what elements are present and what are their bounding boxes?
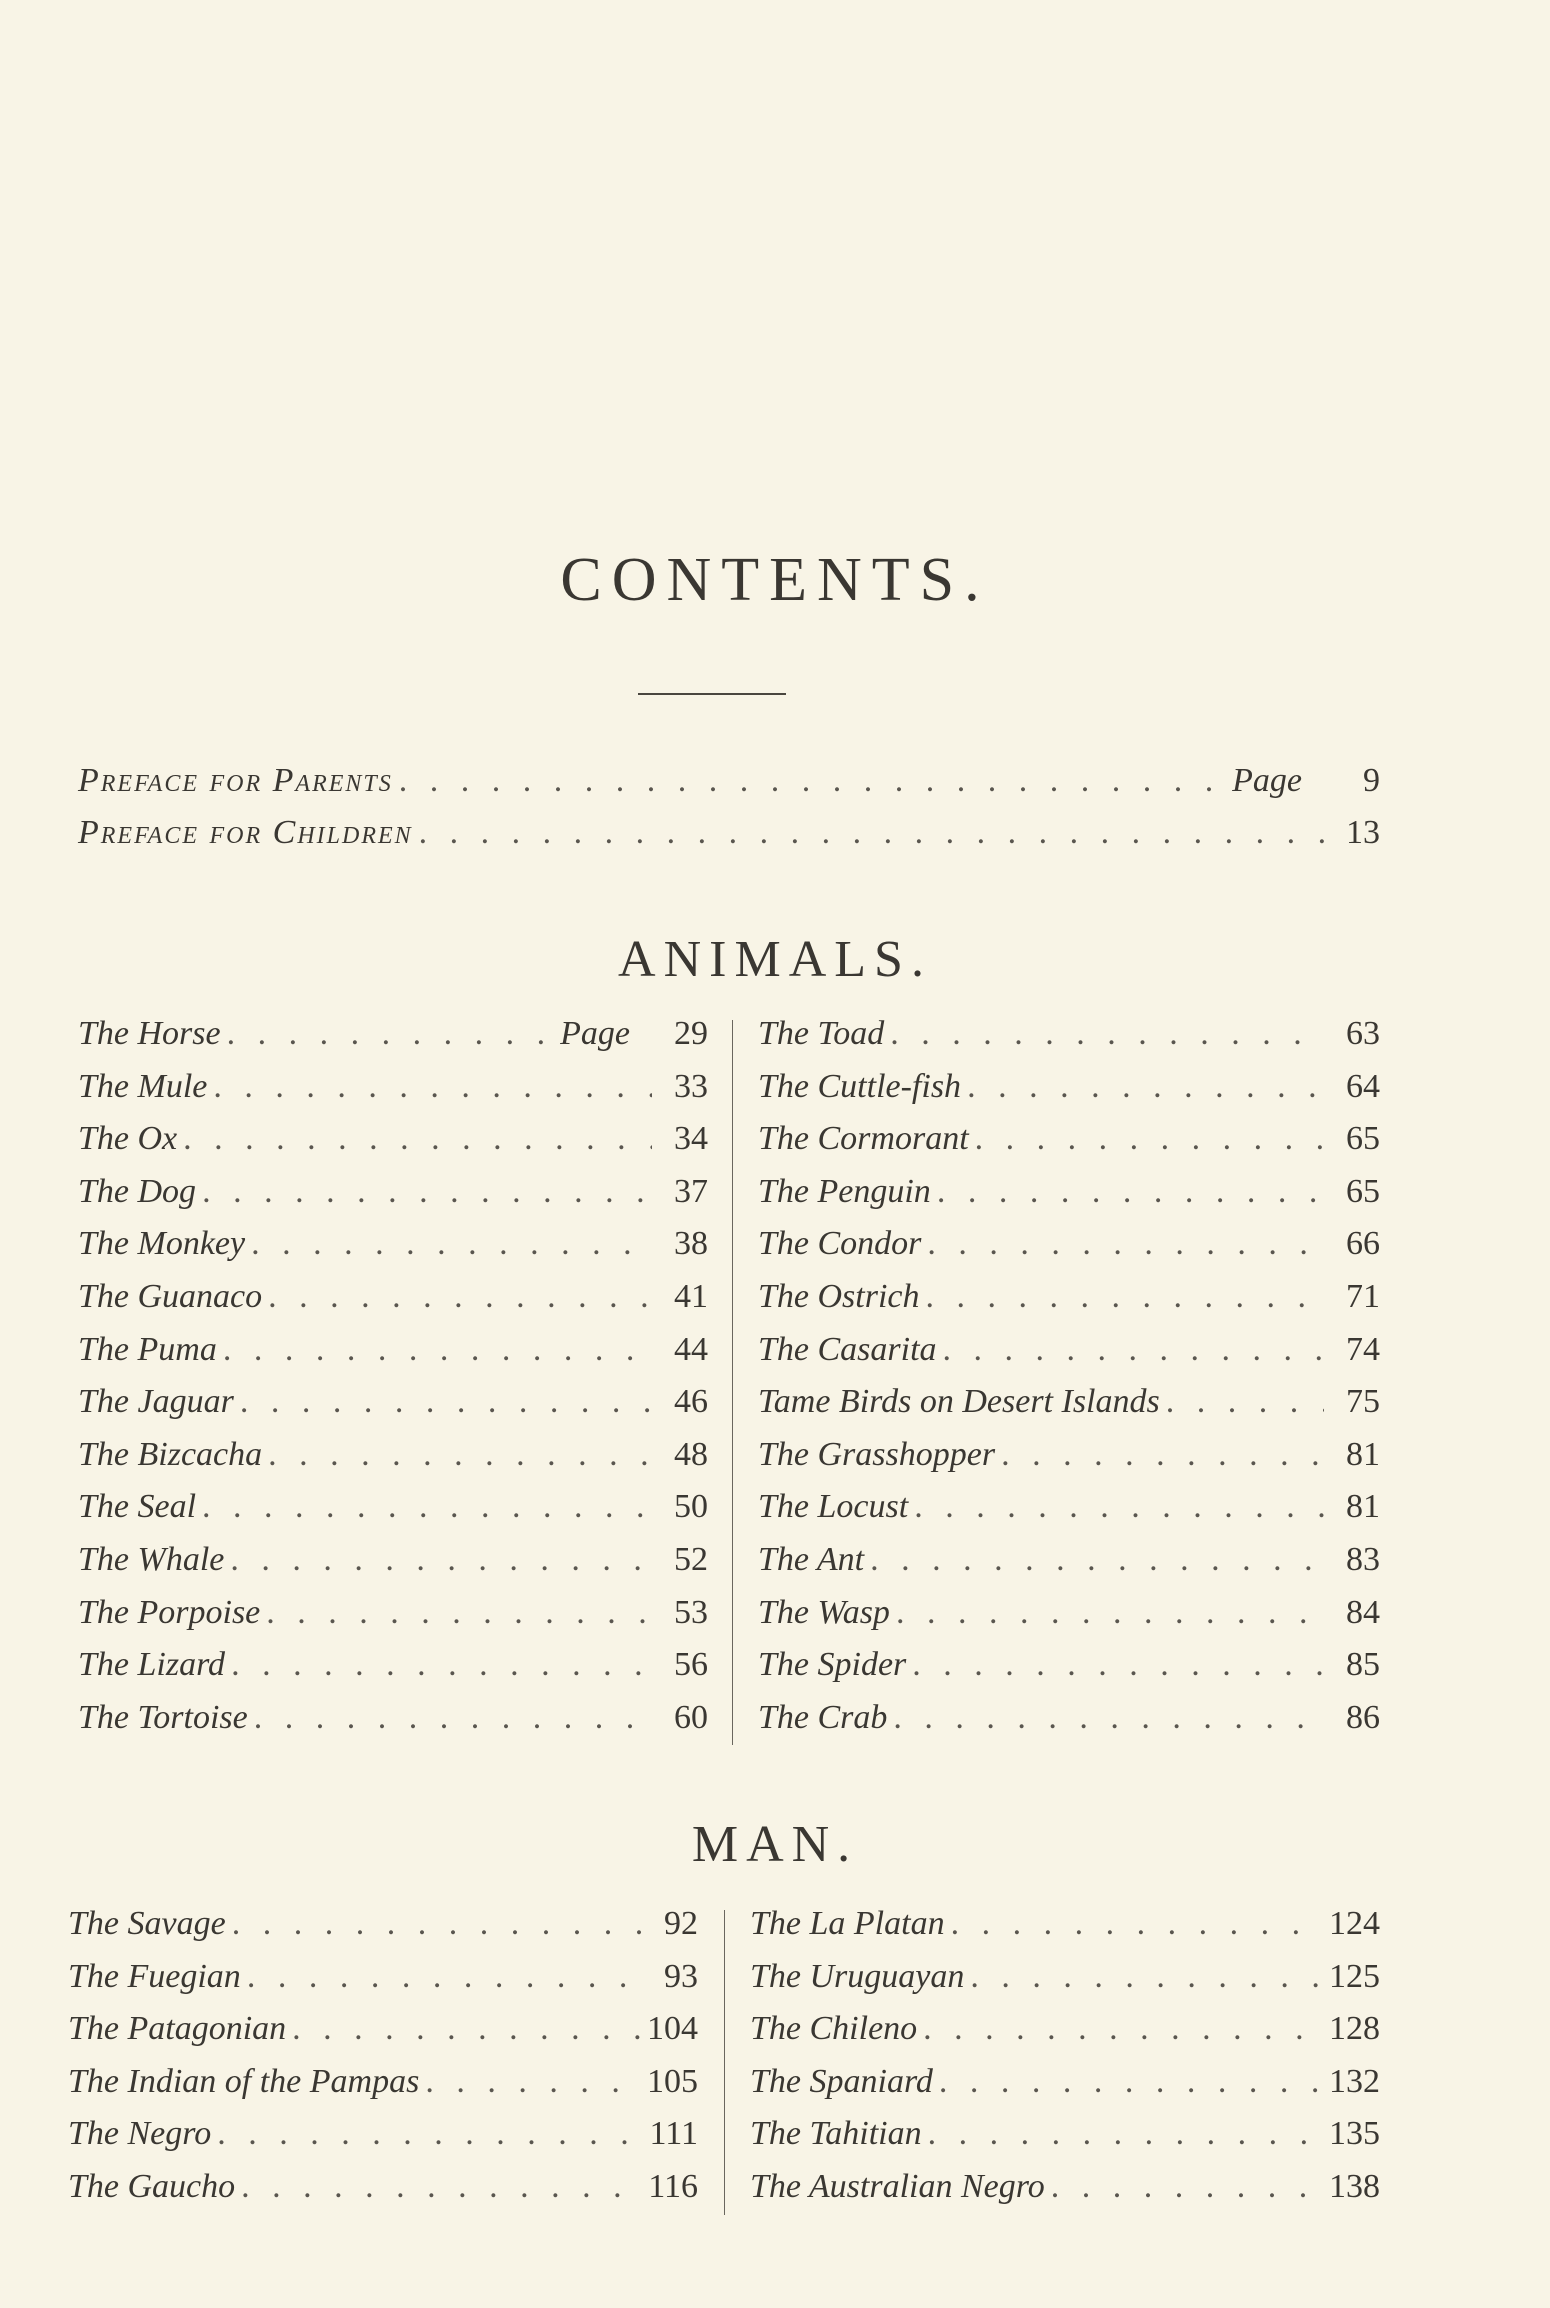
- toc-entry-title: The Porpoise: [78, 1593, 261, 1631]
- leader-dots: [937, 1331, 1324, 1369]
- leader-dots: [245, 1225, 652, 1263]
- toc-entry: [758, 1699, 1380, 1751]
- toc-entry-title: The Spaniard: [750, 2062, 933, 2100]
- toc-entry-title: Preface for Children: [78, 814, 413, 851]
- leader-dots: [393, 762, 1232, 800]
- toc-entry-title: The Toad: [758, 1015, 885, 1052]
- toc-entry-page: 84: [1346, 1593, 1380, 1631]
- toc-entry-title: The Grasshopper: [758, 1435, 996, 1473]
- leader-dots: [969, 1120, 1324, 1158]
- toc-entry-page: 125: [1329, 1957, 1380, 1995]
- toc-entry: [750, 2115, 1380, 2167]
- toc-entry: [78, 1383, 708, 1435]
- toc-entry-page: 46: [674, 1383, 708, 1421]
- toc-entry-title: The Jaguar: [78, 1383, 234, 1421]
- leader-dots: [224, 1541, 652, 1579]
- toc-entry-title: The Casarita: [758, 1330, 937, 1368]
- leader-dots: [906, 1646, 1324, 1684]
- toc-entry-page: 128: [1329, 2010, 1380, 2048]
- leader-dots: [884, 1015, 1324, 1053]
- page-word: Page: [1232, 762, 1302, 799]
- leader-dots: [931, 1173, 1324, 1211]
- toc-entry: [758, 1173, 1380, 1225]
- leader-dots: [413, 814, 1324, 852]
- toc-entry-page: 33: [674, 1067, 708, 1105]
- toc-entry: [68, 1958, 698, 2010]
- leader-dots: [262, 1436, 652, 1474]
- toc-entry-page: 132: [1329, 2062, 1380, 2100]
- toc-entry: [78, 1699, 708, 1751]
- toc-entry: [78, 1068, 708, 1120]
- toc-entry: [78, 1646, 708, 1698]
- leader-dots: [921, 1225, 1324, 1263]
- toc-entry-title: The Condor: [758, 1225, 922, 1263]
- man-heading: MAN.: [691, 1816, 859, 1873]
- toc-entry-page: 111: [649, 2115, 698, 2153]
- toc-entry-page: 38: [674, 1225, 708, 1263]
- toc-entry: [78, 1015, 708, 1067]
- toc-entry-title: The Mule: [78, 1067, 208, 1105]
- toc-entry-title: The Indian of the Pampas: [68, 2062, 420, 2100]
- toc-entry-page: 63: [1346, 1015, 1380, 1052]
- leader-dots: [226, 1905, 642, 1943]
- toc-entry-title: The Puma: [78, 1330, 217, 1368]
- leader-dots: [961, 1068, 1324, 1106]
- leader-dots: [234, 1383, 652, 1421]
- animals-heading: ANIMALS.: [618, 931, 932, 988]
- toc-entry-page: 74: [1346, 1330, 1380, 1368]
- toc-entry-title: The Lizard: [78, 1646, 226, 1684]
- leader-dots: [922, 2115, 1324, 2153]
- toc-entry-page: 75: [1346, 1383, 1380, 1421]
- toc-entry-page: 85: [1346, 1646, 1380, 1684]
- toc-entry-page: 116: [648, 2168, 698, 2205]
- leader-dots: [917, 2010, 1324, 2048]
- leader-dots: [887, 1699, 1324, 1737]
- toc-entry-page: 41: [674, 1278, 708, 1315]
- toc-entry-page: 65: [1346, 1120, 1380, 1158]
- toc-entry-page: 81: [1346, 1435, 1380, 1473]
- page-word: Page: [560, 1015, 630, 1052]
- toc-entry-title: The Guanaco: [78, 1278, 263, 1315]
- toc-entry-page: 92: [664, 1905, 698, 1942]
- leader-dots: [908, 1488, 1324, 1526]
- toc-entry: [750, 1958, 1380, 2010]
- toc-entry: [758, 1331, 1380, 1383]
- toc-entry: [78, 1120, 708, 1172]
- man-column-divider: [724, 1910, 725, 2215]
- toc-entry-title: The Fuegian: [68, 1957, 241, 1995]
- toc-entry-page: 86: [1346, 1698, 1380, 1736]
- toc-entry: [750, 2010, 1380, 2062]
- toc-entry: [758, 1541, 1380, 1593]
- toc-entry: [78, 1173, 708, 1225]
- toc-entry-title: The Horse: [78, 1015, 221, 1052]
- toc-entry: [758, 1120, 1380, 1172]
- toc-entry-page: 50: [674, 1488, 708, 1526]
- leader-dots: [1160, 1383, 1324, 1421]
- leader-dots: [1045, 2168, 1324, 2206]
- leader-dots: [890, 1594, 1324, 1632]
- leader-dots: [221, 1015, 561, 1053]
- leader-dots: [419, 2063, 642, 2101]
- toc-entry-page: 71: [1346, 1278, 1380, 1315]
- toc-entry-title: The Penguin: [758, 1172, 931, 1210]
- toc-entry-page: 124: [1329, 1905, 1380, 1942]
- toc-entry-title: The Tortoise: [78, 1698, 248, 1736]
- toc-entry: [78, 814, 1380, 866]
- toc-entry-title: The Gaucho: [68, 2168, 236, 2205]
- toc-entry-page: 64: [1346, 1067, 1380, 1105]
- toc-entry: [68, 2115, 698, 2167]
- toc-entry-title: The Dog: [78, 1172, 197, 1210]
- leader-dots: [235, 2168, 642, 2206]
- toc-entry: [78, 1278, 708, 1330]
- toc-entry-title: The Uruguayan: [750, 1957, 965, 1995]
- toc-entry-title: The Wasp: [758, 1593, 890, 1631]
- toc-entry: [758, 1278, 1380, 1330]
- toc-entry-title: The Negro: [68, 2115, 212, 2153]
- toc-entry-title: The La Platan: [750, 1905, 945, 1942]
- toc-entry-title: Preface for Parents: [78, 762, 393, 799]
- leader-dots: [217, 1331, 652, 1369]
- toc-entry-title: The Chileno: [750, 2010, 918, 2048]
- toc-entry-title: The Tahitian: [750, 2115, 922, 2153]
- toc-entry-page: 37: [674, 1172, 708, 1210]
- title-rule: [638, 693, 786, 695]
- toc-entry-title: The Australian Negro: [750, 2168, 1045, 2205]
- toc-entry-title: The Ant: [758, 1541, 865, 1578]
- toc-entry-title: The Patagonian: [68, 2010, 287, 2048]
- page-title: CONTENTS.: [560, 546, 990, 614]
- toc-entry-title: The Savage: [68, 1905, 226, 1942]
- toc-entry: [758, 1015, 1380, 1067]
- toc-entry: [758, 1594, 1380, 1646]
- toc-entry-title: The Spider: [758, 1646, 907, 1684]
- toc-entry-page: 138: [1329, 2168, 1380, 2205]
- toc-entry-title: The Crab: [758, 1698, 888, 1736]
- leader-dots: [933, 2063, 1324, 2101]
- toc-entry: [78, 1331, 708, 1383]
- toc-entry: [750, 2168, 1380, 2220]
- leader-dots: [964, 1958, 1324, 1996]
- leader-dots: [196, 1488, 652, 1526]
- toc-entry-page: 135: [1329, 2115, 1380, 2153]
- toc-entry-title: The Monkey: [78, 1225, 246, 1263]
- toc-entry: [758, 1488, 1380, 1540]
- toc-entry: [78, 1488, 708, 1540]
- toc-entry-title: The Cormorant: [758, 1120, 969, 1158]
- toc-entry-title: The Locust: [758, 1488, 909, 1526]
- toc-entry: [78, 1436, 708, 1488]
- toc-entry: [758, 1646, 1380, 1698]
- toc-entry-page: 48: [674, 1435, 708, 1473]
- toc-entry-page: 93: [664, 1957, 698, 1995]
- toc-entry: [78, 1225, 708, 1277]
- toc-entry-page: 105: [647, 2062, 698, 2100]
- leader-dots: [196, 1173, 652, 1211]
- toc-entry: [78, 1594, 708, 1646]
- toc-entry: [750, 2063, 1380, 2115]
- leader-dots: [248, 1699, 652, 1737]
- toc-entry: [750, 1905, 1380, 1957]
- leader-dots: [262, 1278, 652, 1316]
- toc-entry-page: 104: [647, 2010, 698, 2048]
- toc-entry-title: The Ostrich: [758, 1278, 920, 1315]
- toc-entry: [78, 1541, 708, 1593]
- leader-dots: [241, 1958, 642, 1996]
- toc-entry-title: The Bizcacha: [78, 1435, 263, 1473]
- toc-entry: [758, 1225, 1380, 1277]
- toc-entry-page: 66: [1346, 1225, 1380, 1263]
- toc-entry: [758, 1068, 1380, 1120]
- toc-entry: [68, 1905, 698, 1957]
- toc-entry-page: 29: [674, 1015, 708, 1052]
- animals-column-divider: [732, 1020, 733, 1745]
- leader-dots: [207, 1068, 652, 1106]
- toc-entry-title: The Ox: [78, 1120, 178, 1158]
- toc-entry-page: 52: [674, 1541, 708, 1578]
- toc-entry: [68, 2010, 698, 2062]
- toc-entry-title: The Cuttle-fish: [758, 1067, 962, 1105]
- leader-dots: [864, 1541, 1324, 1579]
- leader-dots: [286, 2010, 642, 2048]
- toc-entry-page: 81: [1346, 1488, 1380, 1526]
- toc-entry-page: 9: [1363, 762, 1380, 799]
- leader-dots: [920, 1278, 1325, 1316]
- toc-entry: [68, 2063, 698, 2115]
- toc-entry-page: 83: [1346, 1541, 1380, 1578]
- leader-dots: [177, 1120, 652, 1158]
- toc-entry-title: The Seal: [78, 1488, 197, 1526]
- toc-entry-page: 65: [1346, 1172, 1380, 1210]
- toc-entry-page: 44: [674, 1330, 708, 1368]
- toc-entry: [68, 2168, 698, 2220]
- toc-entry-page: 13: [1346, 814, 1380, 851]
- toc-entry-page: 53: [674, 1593, 708, 1631]
- toc-entry-page: 60: [674, 1698, 708, 1736]
- toc-entry: [78, 762, 1380, 814]
- toc-entry-title: The Whale: [78, 1541, 225, 1578]
- toc-entry-title: Tame Birds on Desert Islands: [758, 1383, 1160, 1421]
- leader-dots: [211, 2115, 642, 2153]
- leader-dots: [995, 1436, 1324, 1474]
- leader-dots: [260, 1594, 652, 1632]
- toc-entry-page: 34: [674, 1120, 708, 1158]
- toc-entry-page: 56: [674, 1646, 708, 1684]
- toc-entry: [758, 1383, 1380, 1435]
- leader-dots: [225, 1646, 652, 1684]
- toc-entry: [758, 1436, 1380, 1488]
- leader-dots: [945, 1905, 1324, 1943]
